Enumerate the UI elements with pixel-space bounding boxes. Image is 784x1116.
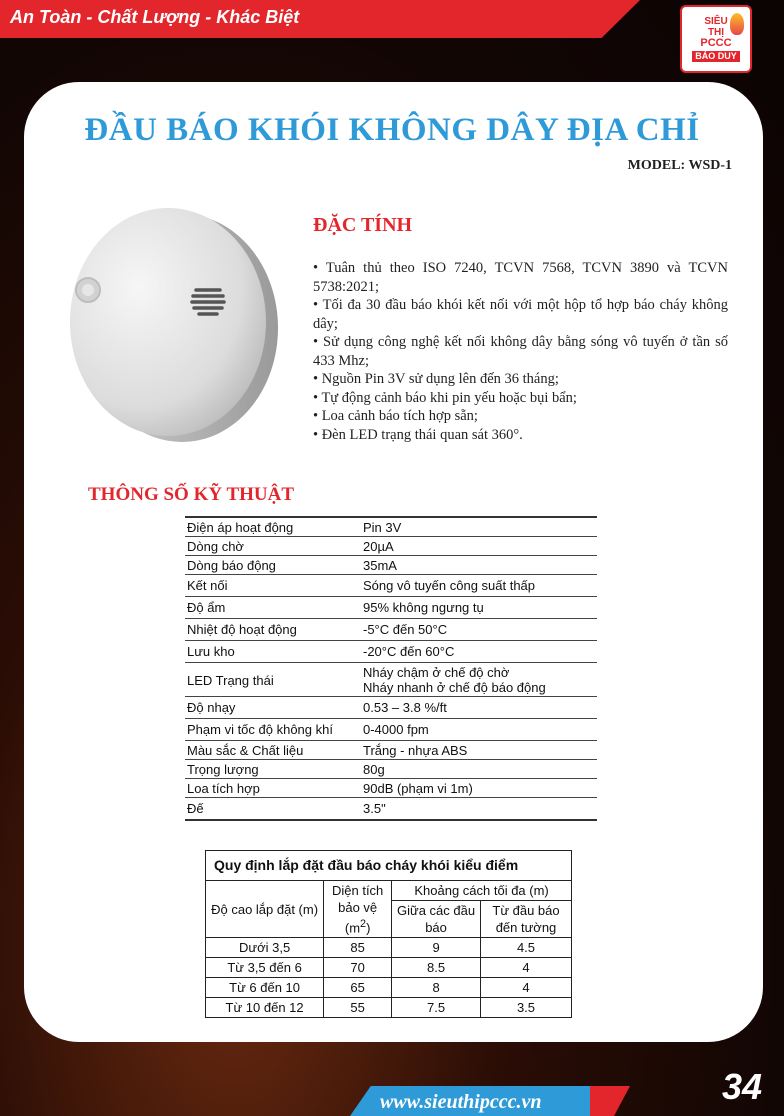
smoke-detector-image [60, 198, 280, 446]
spec-value: -5°C đến 50°C [363, 622, 448, 637]
unit-text: ) [366, 920, 371, 936]
list-item: • Nguồn Pin 3V sử dụng lên đến 36 tháng; [313, 371, 559, 387]
table-cell: Dưới 3,5 [206, 938, 324, 958]
table-row [185, 697, 597, 719]
spec-value: 80g [363, 762, 385, 777]
spec-key: Dòng báo động [187, 558, 276, 573]
table-cell: 70 [324, 958, 392, 978]
table-row [185, 641, 597, 663]
table-row [206, 978, 572, 998]
spec-key: Lưu kho [187, 644, 235, 659]
table-row [206, 938, 572, 958]
list-item: • Đèn LED trạng thái quan sát 360°. [313, 426, 523, 443]
table-cell: 4.5 [481, 938, 572, 958]
table-cell: 55 [324, 998, 392, 1018]
flame-icon [730, 13, 744, 35]
spec-key: LED Trạng thái [187, 672, 274, 688]
logo-text: SIÊU [704, 16, 728, 27]
page-number: 34 [722, 1066, 763, 1107]
spec-value: Nháy chậm ở chế độ chờ Nháy nhanh ở chế độ báo động [363, 665, 546, 695]
page-title: ĐẦU BÁO KHÓI KHÔNG DÂY ĐỊA CHỈ [84, 112, 700, 148]
features-heading: ĐẶC TÍNH [313, 214, 413, 236]
spec-value: 35mA [363, 558, 397, 573]
spec-key: Dòng chờ [187, 539, 244, 554]
table-caption: Quy định lắp đặt đầu báo cháy khói kiểu điểm [206, 851, 572, 881]
table-cell: Từ 3,5 đến 6 [206, 958, 324, 978]
logo-text: BẢO DUY [692, 51, 740, 62]
spec-key: Đế [187, 801, 204, 816]
table-cell: 9 [392, 938, 481, 958]
spec-value: 20µA [363, 539, 394, 554]
footer-accent [590, 1086, 630, 1116]
table-row [185, 663, 597, 697]
website-link[interactable]: www.sieuthipccc.vn [380, 1091, 542, 1113]
spec-value: Sóng vô tuyến công suất thấp [363, 578, 536, 593]
table-row [185, 556, 597, 575]
column-header-text: Diện tích bảo vệ [331, 883, 384, 915]
table-cell: 8.5 [392, 958, 481, 978]
column-header: Khoảng cách tối đa (m) [392, 881, 572, 901]
table-row [185, 779, 597, 798]
list-item: • Tự động cảnh báo khi pin yếu hoặc bụi bẩn; [313, 389, 577, 406]
spec-value: 90dB (phạm vi 1m) [363, 781, 473, 796]
table-row [185, 760, 597, 779]
logo-text: THỊ [707, 27, 725, 38]
table-cell: 8 [392, 978, 481, 998]
spec-key: Độ nhạy [187, 700, 236, 715]
list-item: • Tối đa 30 đầu báo khói kết nối với một hộp tổ hợp báo cháy không dây; [313, 297, 728, 332]
installation-table [205, 850, 572, 1018]
spec-key: Loa tích hợp [187, 781, 260, 796]
spec-value: Trắng - nhựa ABS [363, 743, 468, 758]
spec-value: Pin 3V [363, 520, 402, 535]
column-header: Từ đầu báo đến tường [481, 901, 572, 938]
logo-text: PCCC [700, 37, 732, 49]
spec-key: Nhiệt độ hoạt động [187, 622, 297, 637]
specs-heading: THÔNG SỐ KỸ THUẬT [88, 484, 295, 505]
spec-key: Phạm vi tốc độ không khí [187, 722, 333, 737]
table-cell: 85 [324, 938, 392, 958]
spec-value: 0.53 – 3.8 %/ft [363, 700, 447, 715]
spec-value: -20°C đến 60°C [363, 644, 455, 659]
features-list [313, 259, 728, 444]
unit-text: (m [344, 920, 361, 936]
list-item: • Tuân thủ theo ISO 7240, TCVN 7568, TCVN 3890 và TCVN 5738:2021; [313, 260, 728, 295]
table-row [185, 619, 597, 641]
table-cell: 4 [481, 978, 572, 998]
column-header: Giữa các đầu báo [392, 901, 481, 938]
table-row [185, 518, 597, 537]
tagline: An Toàn - Chất Lượng - Khác Biệt [10, 7, 300, 27]
spec-value: 3.5" [363, 801, 386, 816]
spec-value: 0-4000 fpm [363, 722, 429, 737]
table-cell: Từ 6 đến 10 [206, 978, 324, 998]
spec-key: Điện áp hoạt động [187, 520, 294, 535]
list-item: • Sử dụng công nghệ kết nối không dây bằng sóng vô tuyến ở tần số 433 Mhz; [313, 334, 728, 369]
spec-key: Màu sắc & Chất liệu [187, 743, 304, 758]
table-row [185, 575, 597, 597]
spec-key: Kết nối [187, 578, 228, 593]
table-cell: 65 [324, 978, 392, 998]
column-header [324, 881, 392, 938]
table-row [185, 597, 597, 619]
list-item: • Loa cảnh báo tích hợp sẵn; [313, 408, 478, 424]
table-row [185, 719, 597, 741]
spec-table [185, 516, 597, 821]
model-label: MODEL: WSD-1 [627, 158, 732, 173]
table-row [206, 958, 572, 978]
unit-superscript: 2 [360, 918, 367, 930]
table-cell: Từ 10 đến 12 [206, 998, 324, 1018]
spec-key: Độ ẩm [187, 600, 226, 615]
table-row [185, 537, 597, 556]
spec-value: 95% không ngưng tụ [363, 600, 484, 615]
spec-key: Trọng lượng [187, 762, 259, 777]
table-cell: 4 [481, 958, 572, 978]
table-row [185, 741, 597, 760]
table-row [185, 798, 597, 821]
table-cell: 7.5 [392, 998, 481, 1018]
column-header: Độ cao lắp đặt (m) [206, 881, 324, 938]
table-cell: 3.5 [481, 998, 572, 1018]
brand-logo [680, 5, 752, 73]
table-row [206, 998, 572, 1018]
